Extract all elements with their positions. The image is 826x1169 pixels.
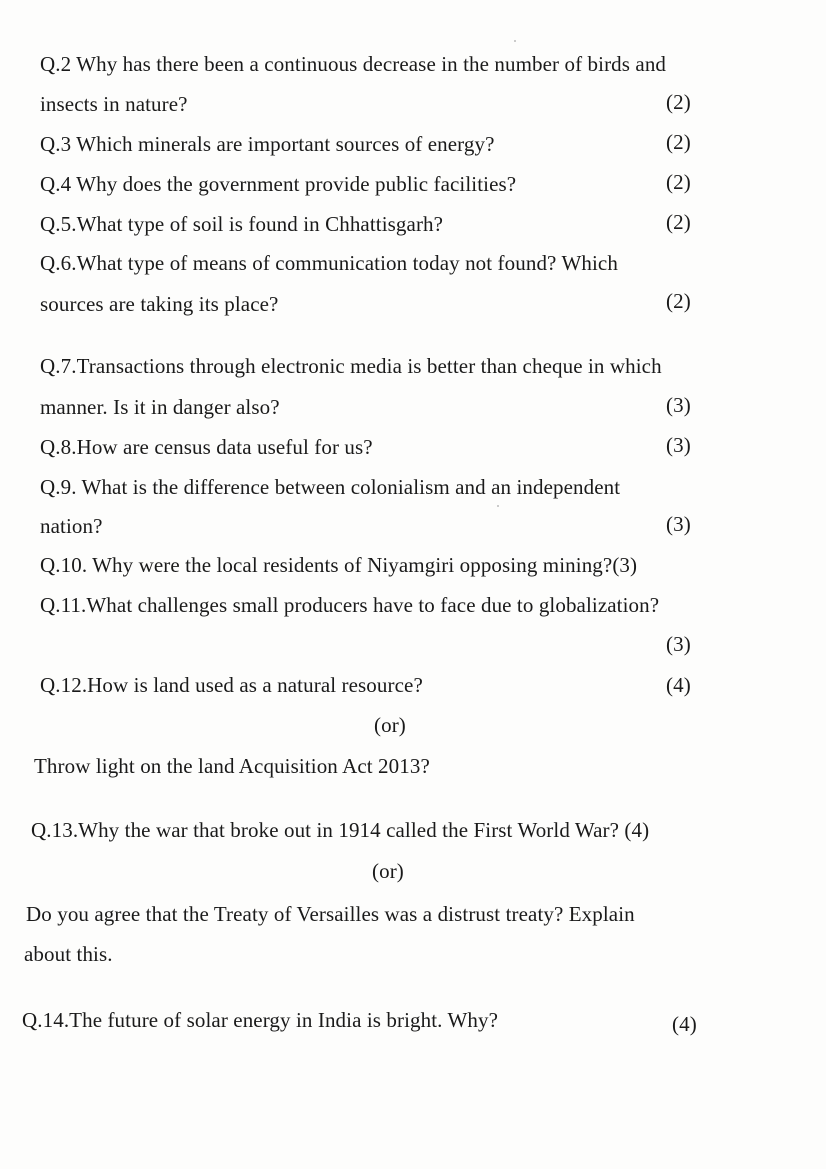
- question-8-marks: (3): [666, 433, 691, 457]
- question-6-line-1: Q.6.What type of means of communication today not found? Which: [40, 251, 618, 275]
- question-9-marks: (3): [666, 512, 691, 536]
- question-3-marks: (2): [666, 130, 691, 154]
- question-13-alt-line-2: about this.: [24, 942, 113, 966]
- question-11-marks: (3): [666, 632, 691, 656]
- question-5-line-1: Q.5.What type of soil is found in Chhattisgarh?: [40, 212, 444, 236]
- question-2-marks: (2): [666, 90, 691, 114]
- scan-speck: [497, 505, 499, 507]
- question-12-marks: (4): [666, 673, 691, 697]
- question-5-marks: (2): [666, 210, 691, 234]
- question-14-line-1: Q.14.The future of solar energy in India is bright. Why?: [22, 1008, 499, 1032]
- question-4-line-1: Q.4 Why does the government provide public facilities?: [40, 172, 517, 196]
- question-8-line-1: Q.8.How are census data useful for us?: [40, 435, 373, 459]
- question-13-or: (or): [372, 859, 404, 883]
- question-2-line-2: insects in nature?: [40, 92, 188, 116]
- question-12-line-1: Q.12.How is land used as a natural resource?: [40, 673, 423, 697]
- question-2-line-1: Q.2 Why has there been a continuous decrease in the number of birds and: [40, 52, 667, 76]
- scan-speck: [514, 40, 516, 42]
- question-13-line-1: Q.13.Why the war that broke out in 1914 called the First World War? (4): [31, 818, 650, 842]
- question-13-alt-line-1: Do you agree that the Treaty of Versailles was a distrust treaty? Explain: [26, 902, 635, 926]
- question-6-marks: (2): [666, 289, 691, 313]
- question-10-line-1: Q.10. Why were the local residents of Niyamgiri opposing mining?(3): [40, 553, 638, 577]
- question-9-line-1: Q.9. What is the difference between colonialism and an independent: [40, 475, 621, 499]
- question-14-marks: (4): [672, 1012, 697, 1036]
- question-3-line-1: Q.3 Which minerals are important sources of energy?: [40, 132, 495, 156]
- question-7-line-1: Q.7.Transactions through electronic media is better than cheque in which: [40, 354, 662, 378]
- question-11-line-1: Q.11.What challenges small producers have to face due to globalization?: [40, 593, 660, 617]
- question-4-marks: (2): [666, 170, 691, 194]
- question-6-line-2: sources are taking its place?: [40, 292, 279, 316]
- question-7-marks: (3): [666, 393, 691, 417]
- question-12-or: (or): [374, 713, 406, 737]
- question-7-line-2: manner. Is it in danger also?: [40, 395, 280, 419]
- question-9-line-2: nation?: [40, 514, 103, 538]
- question-12-alt-line-1: Throw light on the land Acquisition Act 2013?: [34, 754, 430, 778]
